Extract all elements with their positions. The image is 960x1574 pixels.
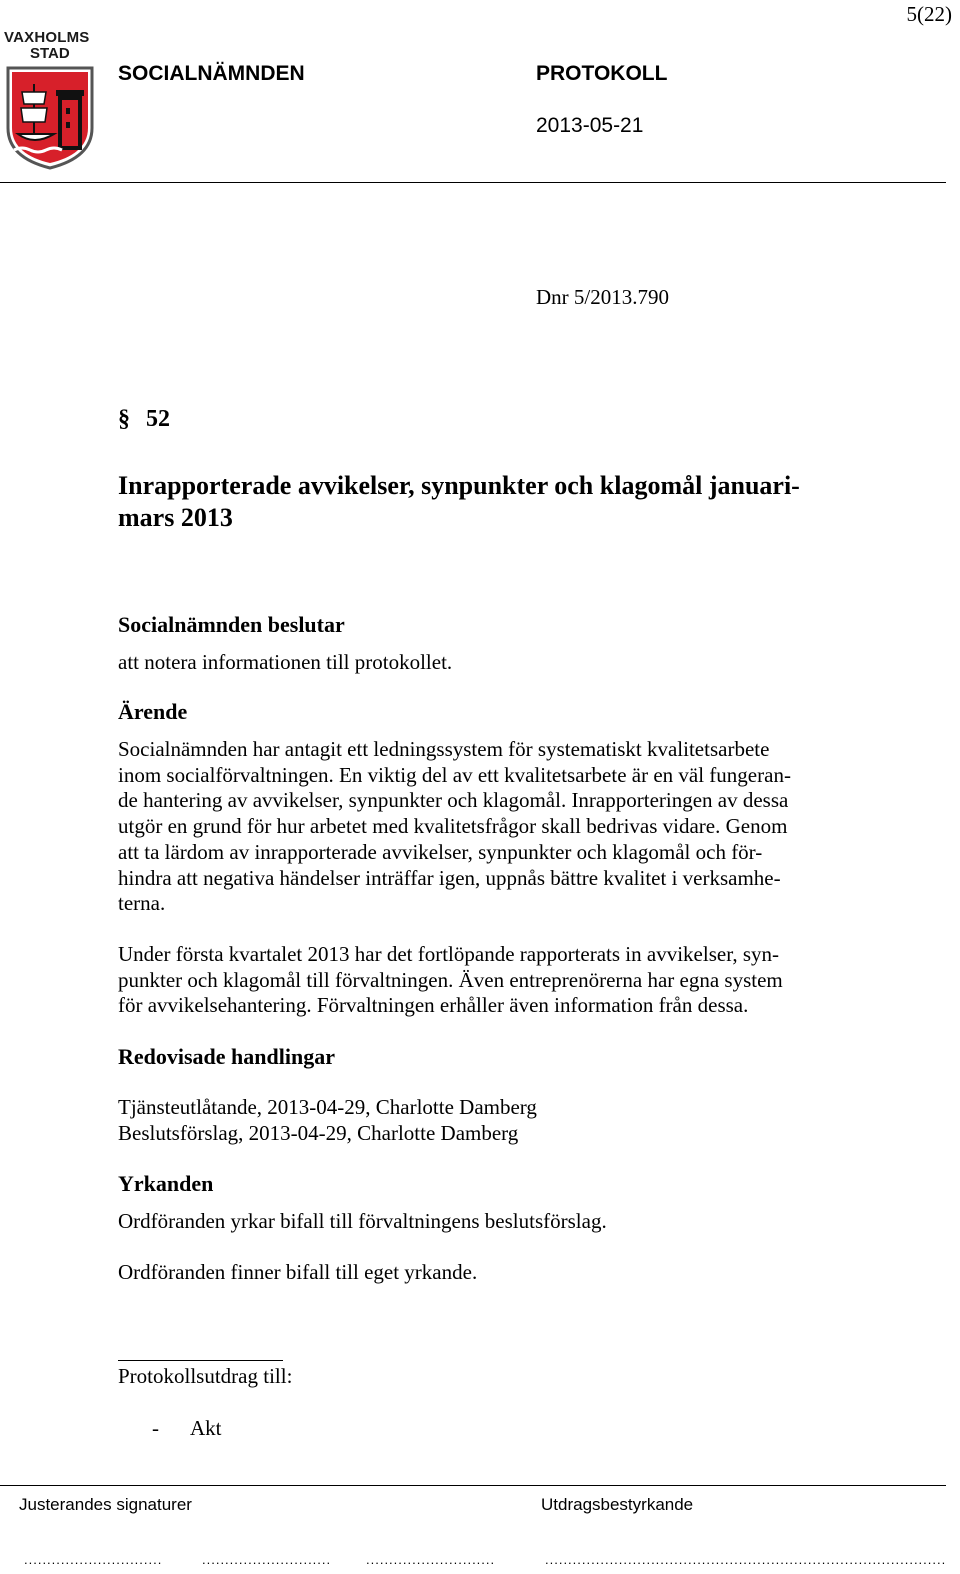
meeting-date: 2013-05-21 [536, 114, 644, 137]
logo-text-line2: STAD [30, 45, 70, 62]
extract-rule [118, 1360, 283, 1361]
signature-line: ............................ [366, 1552, 496, 1567]
certification-label: Utdragsbestyrkande [541, 1495, 694, 1514]
documents-heading: Redovisade handlingar [118, 1044, 335, 1069]
certification-line: ....................................................................................... [545, 1552, 947, 1567]
paragraph-symbol: § [118, 406, 130, 432]
shield-icon [4, 64, 96, 172]
ruling-text: Ordföranden finner bifall till eget yrkande. [118, 1260, 478, 1284]
text-line: punkter och klagomål till förvaltningen. Även entreprenörerna har egna system [118, 967, 783, 992]
motion-text: Ordföranden yrkar bifall till förvaltningens beslutsförslag. [118, 1209, 607, 1233]
logo-text-line1: VAXHOLMS [4, 29, 90, 46]
decision-heading: Socialnämnden beslutar [118, 612, 345, 637]
text-line: terna. [118, 891, 166, 916]
decision-text: att notera informationen till protokollet. [118, 650, 453, 674]
text-line: hindra att negativa händelser inträffar igen, uppnås bättre kvalitet i verksamhe- [118, 865, 781, 890]
text-line: Under första kvartalet 2013 har det fortlöpande rapporterats in avvikelser, syn- [118, 942, 780, 966]
header-rule [0, 182, 946, 183]
text-line: Socialnämnden har antagit ett ledningssystem för systematiskt kvalitetsarbete [118, 737, 770, 761]
text-line: att ta lärdom av inrapporterade avvikelser, synpunkter och klagomål och för- [118, 839, 763, 864]
text-line: för avvikelsehantering. Förvaltningen erhåller även information från dessa. [118, 993, 749, 1018]
extract-bullet: - [152, 1416, 159, 1440]
organization-name: SOCIALNÄMNDEN [118, 62, 305, 85]
matter-paragraph-2 [118, 942, 783, 1019]
extract-label: Protokollsutdrag till: [118, 1364, 293, 1388]
matter-title [118, 470, 800, 534]
document-item: Beslutsförslag, 2013-04-29, Charlotte Damberg [118, 1120, 519, 1145]
signature-line: ............................ [202, 1552, 332, 1567]
matter-paragraph-1 [118, 737, 791, 917]
registration-number: Dnr 5/2013.790 [536, 285, 669, 309]
footer-rule [0, 1485, 946, 1486]
section-number [118, 406, 170, 433]
extract-item: Akt [190, 1416, 222, 1440]
document-type: PROTOKOLL [536, 62, 668, 85]
text-line: inom socialförvaltningen. En viktig del av ett kvalitetsarbete är en väl fungeran- [118, 762, 791, 787]
motions-heading: Yrkanden [118, 1171, 214, 1196]
title-line: Inrapporterade avvikelser, synpunkter och klagomål januari- [118, 471, 800, 500]
paragraph-number: 52 [146, 406, 170, 432]
text-line: utgör en grund för hur arbetet med kvalitetsfrågor skall bedrivas vidare. Genom [118, 814, 788, 839]
matter-heading: Ärende [118, 699, 188, 724]
signatures-label: Justerandes signaturer [19, 1495, 192, 1514]
documents-list [118, 1095, 537, 1146]
title-line: mars 2013 [118, 503, 233, 532]
page-number: 5(22) [906, 2, 952, 26]
text-line: de hantering av avvikelser, synpunkter och klagomål. Inrapporteringen av dessa [118, 788, 789, 813]
signature-line: .............................. [24, 1552, 163, 1567]
municipality-logo [4, 30, 100, 172]
document-item: Tjänsteutlåtande, 2013-04-29, Charlotte Damberg [118, 1095, 537, 1119]
